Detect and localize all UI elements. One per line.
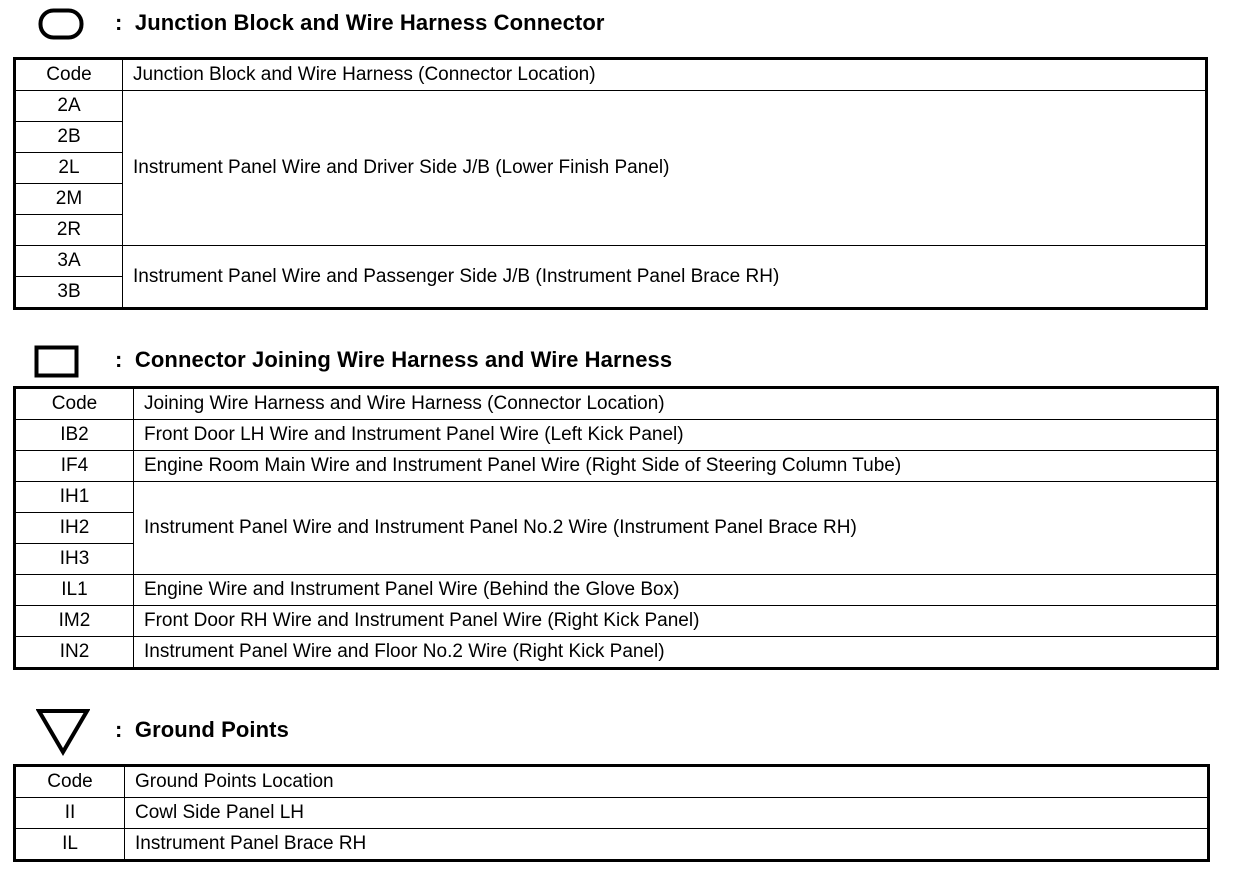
rounded-rect-icon [38, 8, 84, 45]
code-cell: IN2 [15, 637, 134, 669]
table-header-row [15, 59, 1207, 91]
location-cell: Instrument Panel Wire and Passenger Side J/B (Instrument Panel Brace RH) [123, 246, 1207, 309]
table-row [15, 575, 1218, 606]
header-description: Ground Points Location [125, 766, 1209, 798]
header-code: Code [15, 766, 125, 798]
table-row [15, 798, 1209, 829]
location-cell: Engine Room Main Wire and Instrument Panel Wire (Right Side of Steering Column Tube) [134, 451, 1218, 482]
header-description: Junction Block and Wire Harness (Connector Location) [123, 59, 1207, 91]
table-row [15, 829, 1209, 861]
section-title-ground: : Ground Points [115, 717, 289, 742]
code-cell: 2M [15, 184, 123, 215]
separator: : [115, 10, 123, 35]
code-cell: 2A [15, 91, 123, 122]
code-cell: 3A [15, 246, 123, 277]
code-cell: 2R [15, 215, 123, 246]
header-code: Code [15, 388, 134, 420]
location-cell: Cowl Side Panel LH [125, 798, 1209, 829]
ground-points-table [13, 764, 1210, 862]
code-cell: IB2 [15, 420, 134, 451]
code-cell: IL1 [15, 575, 134, 606]
location-cell: Instrument Panel Wire and Floor No.2 Wire (Right Kick Panel) [134, 637, 1218, 669]
location-cell: Instrument Panel Brace RH [125, 829, 1209, 861]
table-header-row [15, 766, 1209, 798]
code-cell: IL [15, 829, 125, 861]
connector-joining-table [13, 386, 1219, 670]
code-cell: 2L [15, 153, 123, 184]
code-cell: II [15, 798, 125, 829]
rectangle-icon [34, 345, 80, 384]
section-title-connector: : Connector Joining Wire Harness and Wire Harness [115, 347, 673, 372]
location-cell: Instrument Panel Wire and Driver Side J/B (Lower Finish Panel) [123, 91, 1207, 246]
table-row [15, 246, 1207, 277]
table-row [15, 451, 1218, 482]
header-description: Joining Wire Harness and Wire Harness (Connector Location) [134, 388, 1218, 420]
junction-block-table [13, 57, 1208, 310]
code-cell: 3B [15, 277, 123, 309]
section-title-junction: : Junction Block and Wire Harness Connector [115, 10, 605, 35]
table-row [15, 637, 1218, 669]
table-row [15, 606, 1218, 637]
code-cell: IH3 [15, 544, 134, 575]
location-cell: Engine Wire and Instrument Panel Wire (Behind the Glove Box) [134, 575, 1218, 606]
code-cell: 2B [15, 122, 123, 153]
location-cell: Instrument Panel Wire and Instrument Panel No.2 Wire (Instrument Panel Brace RH) [134, 482, 1218, 575]
table-row [15, 91, 1207, 122]
code-cell: IF4 [15, 451, 134, 482]
separator: : [115, 347, 123, 372]
table-row [15, 482, 1218, 513]
code-cell: IM2 [15, 606, 134, 637]
location-cell: Front Door LH Wire and Instrument Panel Wire (Left Kick Panel) [134, 420, 1218, 451]
location-cell: Front Door RH Wire and Instrument Panel Wire (Right Kick Panel) [134, 606, 1218, 637]
separator: : [115, 717, 123, 742]
triangle-down-icon [36, 708, 90, 761]
code-cell: IH2 [15, 513, 134, 544]
header-code: Code [15, 59, 123, 91]
table-header-row [15, 388, 1218, 420]
table-row [15, 420, 1218, 451]
code-cell: IH1 [15, 482, 134, 513]
